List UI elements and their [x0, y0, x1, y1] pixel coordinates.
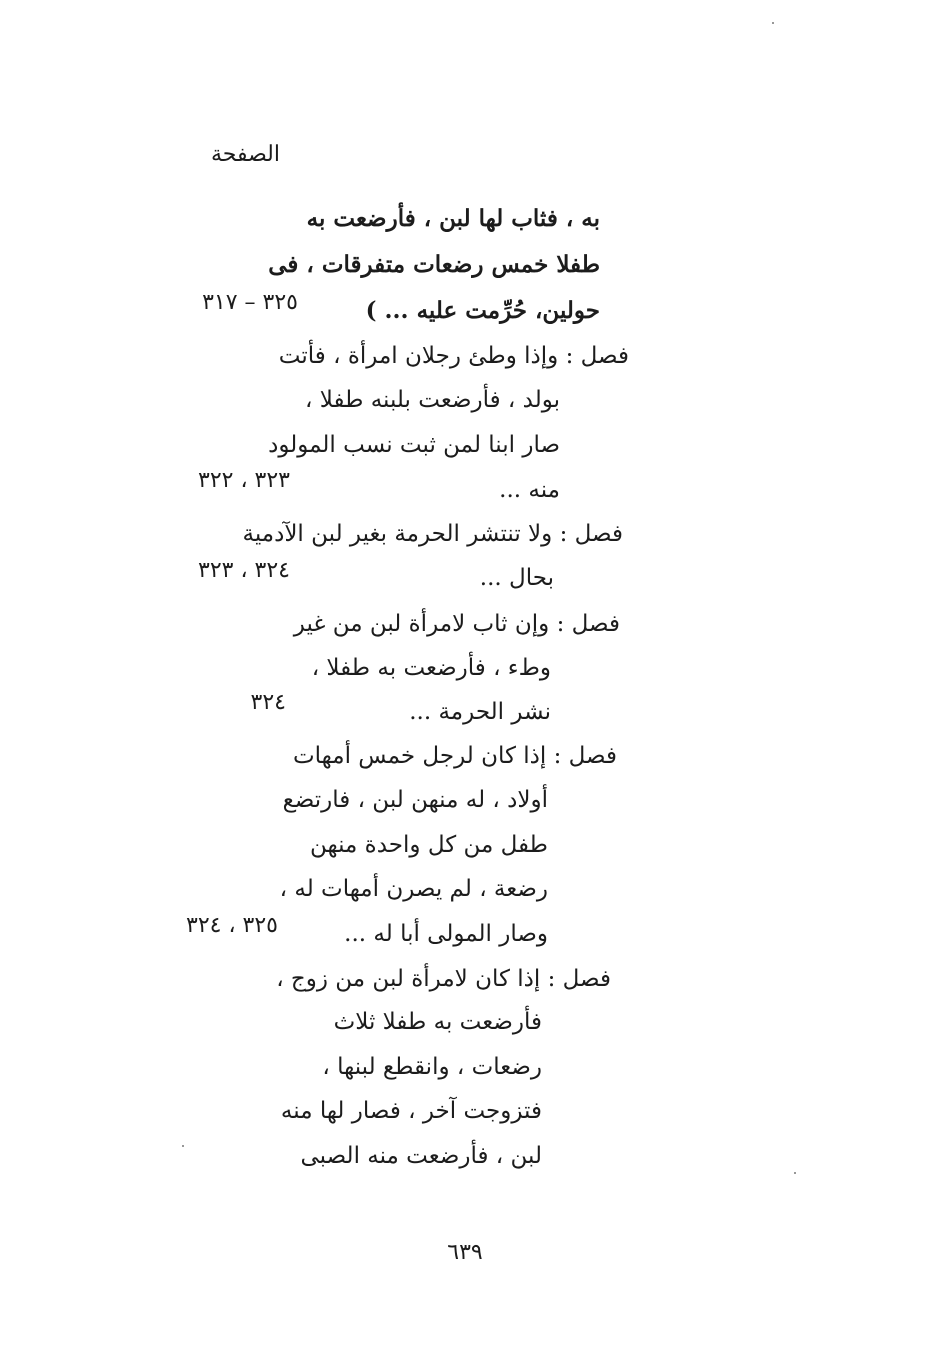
page-column-header: الصفحة [210, 142, 280, 167]
entry-line: فصل : وإن ثاب لامرأة لبن من غير [293, 611, 620, 637]
entry-line: أولاد ، له منهن لبن ، فارتضع [282, 787, 548, 813]
page-reference: ٣٢٥ – ٣١٧ [202, 290, 298, 315]
scan-speck [794, 1172, 796, 1174]
entry-line: فصل : إذا كان لامرأة لبن من زوج ، [276, 966, 611, 992]
entry-line: حولين، حُرِّمت عليه ... ) [365, 297, 600, 324]
entry-line: به ، فثاب لها لبن ، فأرضعت به [306, 205, 600, 232]
page-reference: ٣٢٥ ، ٣٢٤ [186, 913, 278, 938]
scan-speck [182, 1145, 184, 1147]
entry-line: فتزوجت آخر ، فصار لها منه [280, 1098, 542, 1124]
entry-line: رضعات ، وانقطع لبنها ، [322, 1054, 542, 1080]
entry-line: صار ابنا لمن ثبت نسب المولود [268, 432, 560, 458]
entry-line: طفلا خمس رضعات متفرقات ، فى [268, 251, 600, 278]
entry-line: بحال ... [479, 565, 554, 591]
page-reference: ٣٢٤ ، ٣٢٣ [198, 558, 290, 583]
scan-speck [772, 22, 774, 24]
entry-line: نشر الحرمة ... [409, 699, 551, 725]
entry-line: رضعة ، لم يصرن أمهات له ، [279, 876, 548, 902]
entry-line: وطء ، فأرضعت به طفلا ، [311, 655, 551, 681]
entry-line: فصل : إذا كان لرجل خمس أمهات [293, 743, 617, 769]
entry-line: منه ... [499, 477, 560, 503]
page-reference: ٣٢٣ ، ٣٢٢ [198, 468, 290, 493]
entry-line: فأرضعت به طفلا ثلاث [333, 1009, 542, 1035]
entry-line: وصار المولى أبا له ... [344, 921, 548, 947]
page-reference: ٣٢٤ [250, 690, 286, 715]
entry-line: فصل : ولا تنتشر الحرمة بغير لبن الآدمية [242, 521, 623, 547]
entry-line: لبن ، فأرضعت منه الصبى [300, 1143, 542, 1169]
entry-line: طفل من كل واحدة منهن [309, 832, 548, 858]
page-number: ٦٣٩ [447, 1240, 483, 1265]
entry-line: فصل : وإذا وطئ رجلان امرأة ، فأتت [278, 343, 629, 369]
entry-line: بولد ، فأرضعت بلبنه طفلا ، [305, 387, 560, 413]
